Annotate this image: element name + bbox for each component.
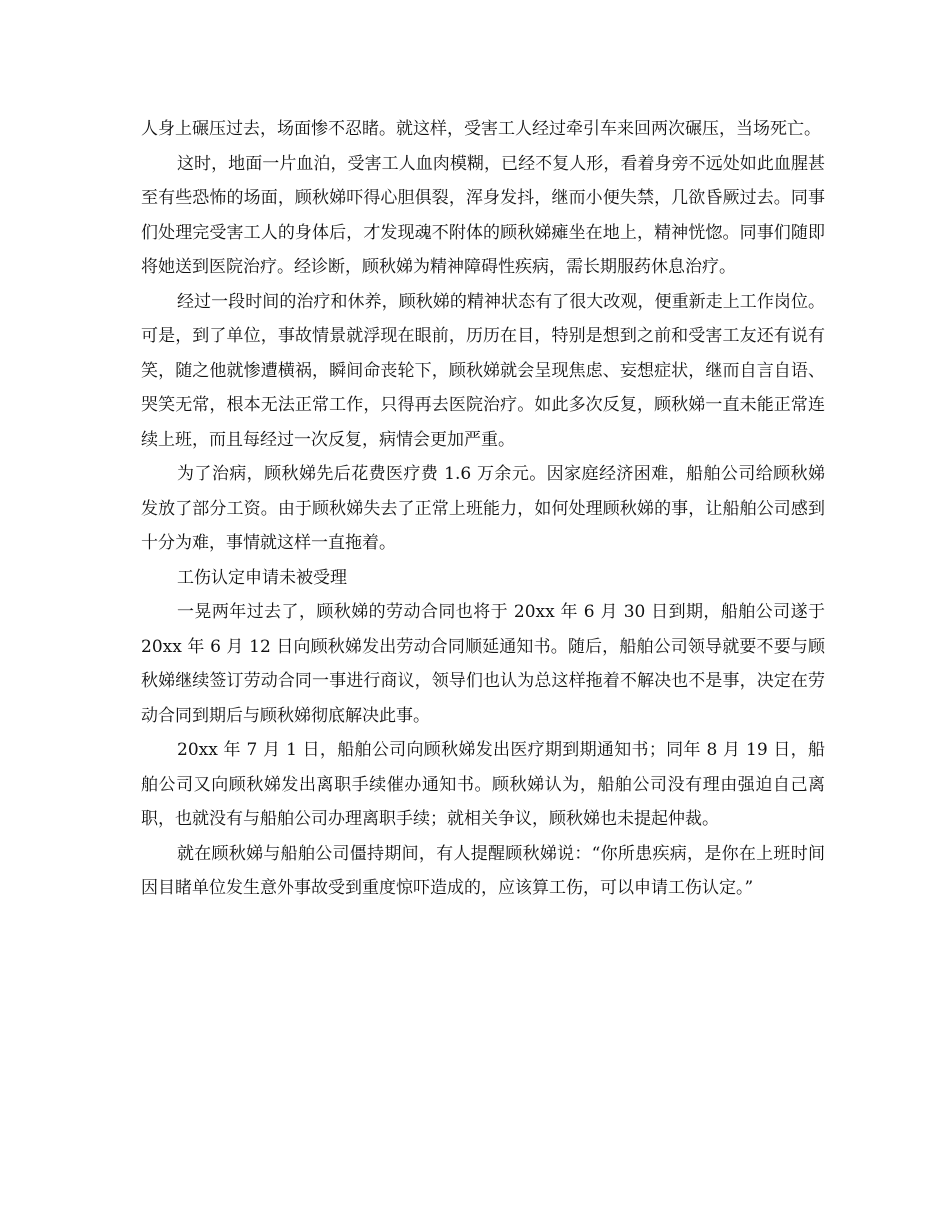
paragraph: 20xx 年 7 月 1 日，船舶公司向顾秋娣发出医疗期到期通知书；同年 8 月 19 日，船舶公司又向顾秋娣发出离职手续催办通知书。顾秋娣认为，船舶公司没有理由强迫自己离职，也就没有与船舶公司办理离职手续；就相关争议，顾秋娣也未提起仲裁。 [141,740,825,829]
paragraph: 一晃两年过去了，顾秋娣的劳动合同也将于 20xx 年 6 月 30 日到期，船舶公司遂于 20xx 年 6 月 12 日向顾秋娣发出劳动合同顺延通知书。随后，船舶公司领导就要不要与顾秋娣继续签订劳动合同一事进行商议，领导们也认为总这样拖着不解决也不是事，决定在劳动合同到期后与顾秋娣彻底解决此事。 [141,602,825,726]
paragraph: 为了治病，顾秋娣先后花费医疗费 1.6 万余元。因家庭经济困难，船舶公司给顾秋娣发放了部分工资。由于顾秋娣失去了正常上班能力，如何处理顾秋娣的事，让船舶公司感到十分为难，事情就这样一直拖着。 [141,464,825,553]
paragraph: 这时，地面一片血泊，受害工人血肉模糊，已经不复人形，看着身旁不远处如此血腥甚至有些恐怖的场面，顾秋娣吓得心胆俱裂，浑身发抖，继而小便失禁，几欲昏厥过去。同事们处理完受害工人的身体后，才发现魂不附体的顾秋娣瘫坐在地上，精神恍惚。同事们随即将她送到医院治疗。经诊断，顾秋娣为精神障碍性疾病，需长期服药休息治疗。 [141,153,825,277]
paragraph: 经过一段时间的治疗和休养，顾秋娣的精神状态有了很大改观，便重新走上工作岗位。可是，到了单位，事故情景就浮现在眼前，历历在目，特别是想到之前和受害工友还有说有笑，随之他就惨遭横祸，瞬间命丧轮下，顾秋娣就会呈现焦虑、妄想症状，继而自言自语、哭笑无常，根本无法正常工作，只得再去医院治疗。如此多次反复，顾秋娣一直未能正常连续上班，而且每经过一次反复，病情会更加严重。 [141,291,825,450]
section-heading: 工伤认定申请未被受理 [177,567,347,588]
document-body [141,112,825,906]
paragraph-continuation: 人身上碾压过去，场面惨不忍睹。就这样，受害工人经过牵引车来回两次碾压，当场死亡。 [141,119,821,139]
paragraph: 就在顾秋娣与船舶公司僵持期间，有人提醒顾秋娣说：“你所患疾病，是你在上班时间因目睹单位发生意外事故受到重度惊吓造成的，应该算工伤，可以申请工伤认定。” [141,843,825,898]
